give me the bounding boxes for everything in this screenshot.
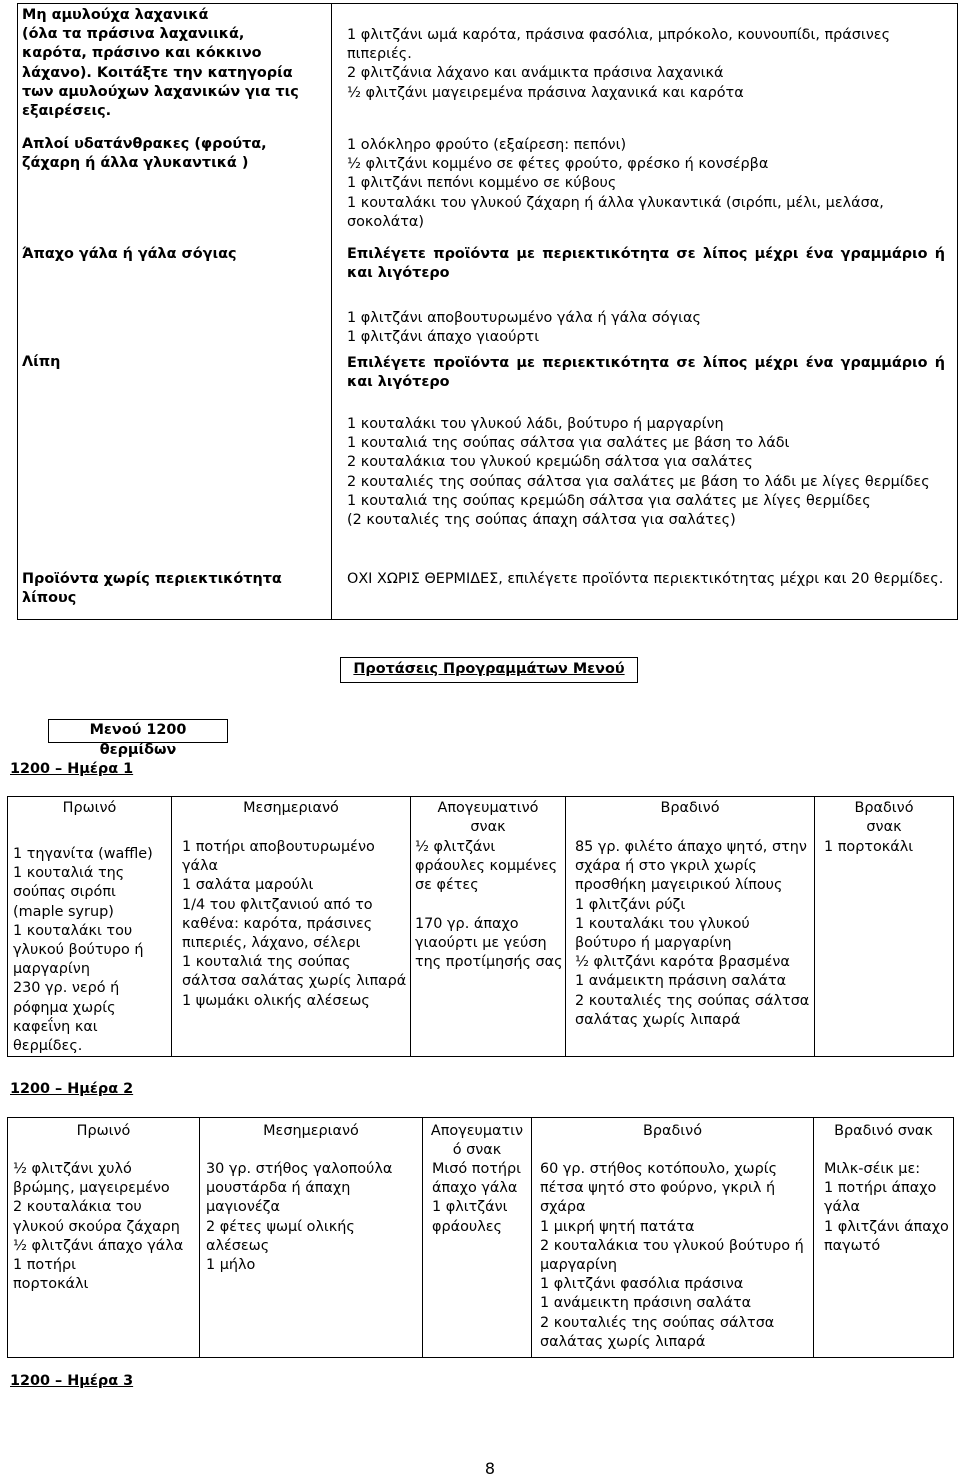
menu-cell: ½ φλιτζάνι φράουλες κομμένες σε φέτες 170 γρ. άπαχο γιαούρτι με γεύση της προτίμησής σας — [415, 839, 563, 971]
menu-cell: 60 γρ. στήθος κοτόπουλο, χωρίς πέτσα ψητό στο φούρνο, γκριλ ή σχάρα 1 μικρή ψητή πατάτα 2 κουταλάκια του γλυκού βούτυρο ή μαργαρίνη 1 φλιτζάνι φασόλια πράσινα 1 ανάμεικτη πράσινη σαλάτα 2 κουταλιές της σούπας σάλτσα σαλάτας χωρίς λιπαρά — [540, 1161, 804, 1350]
menu-title — [48, 719, 228, 758]
column-header: Βραδινό σνακ — [834, 1123, 933, 1139]
column-header: Βραδινό σνακ — [854, 800, 914, 836]
food-category-label: Άπαχο γάλα ή γάλα σόγιας — [22, 246, 237, 262]
section-title-text: Προτάσεις Προγραμμάτων Μενού — [353, 661, 625, 677]
food-category-label: Μη αμυλούχα λαχανικά (όλα τα πράσινα λαχανιικά, καρότα, πράσινο και κόκκινο λάχανο). Κοιτάξτε την κατηγορία των αμυλούχων λαχανικών για τις εξαιρέσεις. — [22, 7, 299, 120]
section-title — [340, 657, 638, 683]
menu-cell: ½ φλιτζάνι χυλό βρώμης, μαγειρεμένο 2 κουταλάκια του γλυκού σκούρα ζάχαρη ½ φλιτζάνι άπαχο γάλα 1 ποτήρι πορτοκάλι — [13, 1161, 184, 1293]
menu-cell: 1 ποτήρι αποβουτυρωμένο γάλα 1 σαλάτα μαρούλι 1/4 του φλιτζανιού από το καθένα: καρότα, πράσινες πιπεριές, λάχανο, σέλερι 1 κουταλιά της σούπας σάλτσα σαλάτας χωρίς λιπαρά 1 ψωμάκι ολικής αλέσεως — [182, 839, 407, 1009]
food-category-content: 1 κουταλάκι του γλυκού λάδι, βούτυρο ή μαργαρίνη 1 κουταλιά της σούπας σάλτσα για σαλάτες με βάση το λάδι 2 κουταλάκια του γλυκού κρεμώδη σάλτσα για σαλάτες 2 κουταλιές της σούπας σάλτσα για σαλάτες με βάση το λάδι με λίγες θερμίδες 1 κουταλιά της σούπας κρεμώδη σάλτσα για σαλάτες με λίγες θερμίδες (2 κουταλιές της σούπας άπαχη σάλτσα για σαλάτες) — [347, 416, 930, 529]
column-header: Βραδινό — [642, 1123, 702, 1139]
menu-cell: 1 τηγανίτα (waffle) 1 κουταλιά της σούπας σιρόπι (maple syrup) 1 κουταλάκι του γλυκού βούτυρο ή μαργαρίνη 230 γρ. νερό ή ρόφημα χωρίς καφεΐνη και θερμίδες. — [13, 846, 153, 1055]
day-label: 1200 – Ημέρα 2 — [10, 1081, 134, 1097]
menu-cell: Μισό ποτήρι άπαχο γάλα 1 φλιτζάνι φράουλες — [432, 1161, 522, 1235]
food-category-label: Απλοί υδατάνθρακες (φρούτα, ζάχαρη ή άλλα γλυκαντικά ) — [22, 136, 267, 172]
column-header: Μεσημεριανό — [243, 800, 339, 816]
food-category-content: ΟΧΙ ΧΩΡΙΣ ΘΕΡΜΙΔΕΣ, επιλέγετε προϊόντα περιεκτικότητας μέχρι και 20 θερμίδες. — [347, 571, 944, 587]
menu-cell: Μιλκ-σέικ με: 1 ποτήρι άπαχο γάλα 1 φλιτζάνι άπαχο παγωτό — [824, 1161, 949, 1254]
day-label: 1200 – Ημέρα 3 — [10, 1373, 134, 1389]
column-header: Βραδινό — [660, 800, 720, 816]
menu-title-text: Μενού 1200 θερμίδων — [89, 722, 187, 758]
food-category-heading: Επιλέγετε προϊόντα με περιεκτικότητα σε λίπος μέχρι ένα γραμμάριο ή και λιγότερο — [347, 355, 945, 391]
food-category-content: 1 ολόκληρο φρούτο (εξαίρεση: πεπόνι) ½ φλιτζάνι κομμένο σε φέτες φρούτο, φρέσκο ή κονσέρβα 1 φλιτζάνι πεπόνι κομμένο σε κύβους 1 κουταλάκι του γλυκού ζάχαρη ή άλλα γλυκαντικά (σιρόπι, μέλι, μελάσα, σοκολάτα) — [347, 137, 884, 230]
food-category-label: Προϊόντα χωρίς περιεκτικότητα λίπους — [22, 571, 282, 607]
page-number: 8 — [484, 1459, 496, 1478]
menu-cell: 30 γρ. στήθος γαλοπούλα μουστάρδα ή άπαχη μαγιονέζα 2 φέτες ψωμί ολικής αλέσεως 1 μήλο — [206, 1161, 393, 1274]
food-category-content: 1 φλιτζάνι ωμά καρότα, πράσινα φασόλια, μπρόκολο, κουνουπίδι, πράσινες πιπεριές. 2 φλιτζάνια λάχανο και ανάμικτα πράσινα λαχανικά ½ φλιτζάνι μαγειρεμένα πράσινα λαχανικά και καρότα — [347, 27, 891, 101]
day-label: 1200 – Ημέρα 1 — [10, 761, 134, 777]
column-header: Πρωινό — [62, 800, 117, 816]
column-header: Απογευματιν ό σνακ — [430, 1123, 524, 1159]
menu-cell: 85 γρ. φιλέτο άπαχο ψητό, στην σχάρα ή στο γκριλ χωρίς προσθήκη μαγειρικού λίπους 1 φλιτζάνι ρύζι 1 κουταλάκι του γλυκού βούτυρο ή μαργαρίνη ½ φλιτζάνι καρότα βρασμένα 1 ανάμεικτη πράσινη σαλάτα 2 κουταλιές της σούπας σάλτσα σαλάτας χωρίς λιπαρά — [575, 839, 810, 1028]
food-category-heading: Επιλέγετε προϊόντα με περιεκτικότητα σε λίπος μέχρι ένα γραμμάριο ή και λιγότερο — [347, 246, 945, 282]
menu-cell: 1 πορτοκάλι — [824, 839, 914, 855]
column-header: Απογευματινό σνακ — [437, 800, 539, 836]
column-header: Πρωινό — [76, 1123, 131, 1139]
food-category-content: 1 φλιτζάνι αποβουτυρωμένο γάλα ή γάλα σόγιας 1 φλιτζάνι άπαχο γιαούρτι — [347, 310, 701, 346]
food-category-label: Λίπη — [22, 354, 61, 370]
column-header: Μεσημεριανό — [263, 1123, 359, 1139]
